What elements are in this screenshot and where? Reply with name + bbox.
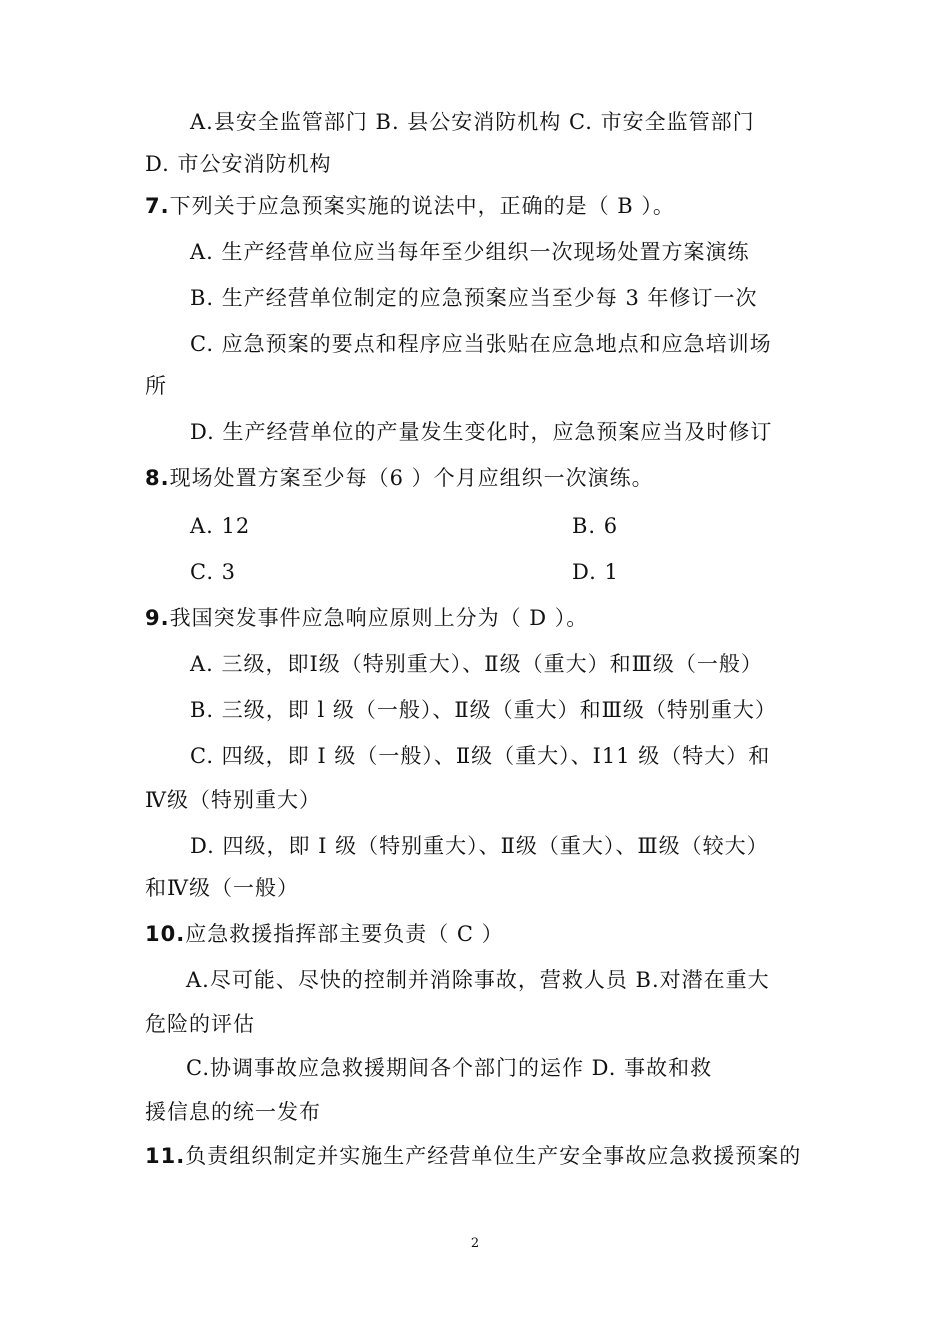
option-line: 援信息的统一发布 bbox=[145, 1100, 321, 1124]
option-line: C. 应急预案的要点和程序应当张贴在应急地点和应急培训场 bbox=[190, 332, 772, 356]
option-line: D. 生产经营单位的产量发生变化时，应急预案应当及时修订 bbox=[190, 420, 773, 444]
option-line: 危险的评估 bbox=[145, 1012, 255, 1036]
question-text: 应急救援指挥部主要负责（ C ） bbox=[185, 922, 504, 946]
question-text: 负责组织制定并实施生产经营单位生产安全事故应急救援预案的 bbox=[185, 1144, 802, 1168]
option-line: B. 生产经营单位制定的应急预案应当至少每 3 年修订一次 bbox=[190, 286, 758, 310]
question-8 bbox=[145, 464, 654, 492]
question-text: 我国突发事件应急响应原则上分为（ D ）。 bbox=[169, 606, 589, 630]
option-d: D. 1 bbox=[572, 560, 619, 584]
option-line: A. 三级，即Ⅰ级（特别重大）、Ⅱ级（重大）和Ⅲ级（一般） bbox=[190, 652, 763, 676]
question-number: 11. bbox=[145, 1144, 186, 1168]
question-number: 8. bbox=[145, 466, 170, 490]
question-number: 10. bbox=[145, 922, 186, 946]
option-line: 和Ⅳ级（一般） bbox=[145, 876, 299, 900]
option-line: A.尽可能、尽快的控制并消除事故，营救人员 B.对潜在重大 bbox=[186, 968, 770, 992]
question-number: 7. bbox=[145, 194, 170, 218]
option-line: 所 bbox=[145, 374, 167, 398]
option-line: C. 四级，即 I 级（一般）、Ⅱ级（重大）、I11 级（特大）和 bbox=[190, 744, 771, 768]
question-9 bbox=[145, 604, 588, 632]
question-number: 9. bbox=[145, 606, 170, 630]
question-10 bbox=[145, 920, 504, 948]
option-line: B. 三级，即 l 级（一般）、Ⅱ级（重大）和Ⅲ级（特别重大） bbox=[190, 698, 777, 722]
option-b: B. 6 bbox=[572, 514, 619, 538]
option-line: D. 四级，即 I 级（特别重大）、Ⅱ级（重大）、Ⅲ级（较大） bbox=[190, 834, 769, 858]
option-line: A.县安全监管部门 B. 县公安消防机构 C. 市安全监管部门 bbox=[190, 110, 755, 134]
question-7 bbox=[145, 192, 675, 220]
option-a: A. 12 bbox=[190, 514, 251, 538]
page-number: 2 bbox=[470, 1236, 480, 1251]
question-text: 下列关于应急预案实施的说法中，正确的是（ B ）。 bbox=[169, 194, 675, 218]
option-c: C. 3 bbox=[190, 560, 237, 584]
option-line: A. 生产经营单位应当每年至少组织一次现场处置方案演练 bbox=[190, 240, 750, 264]
question-text: 现场处置方案至少每（6 ）个月应组织一次演练。 bbox=[169, 466, 654, 490]
option-line: Ⅳ级（特别重大） bbox=[145, 788, 321, 812]
question-11 bbox=[145, 1142, 801, 1170]
option-line: D. 市公安消防机构 bbox=[145, 152, 332, 176]
option-line: C.协调事故应急救援期间各个部门的运作 D. 事故和救 bbox=[186, 1056, 713, 1080]
